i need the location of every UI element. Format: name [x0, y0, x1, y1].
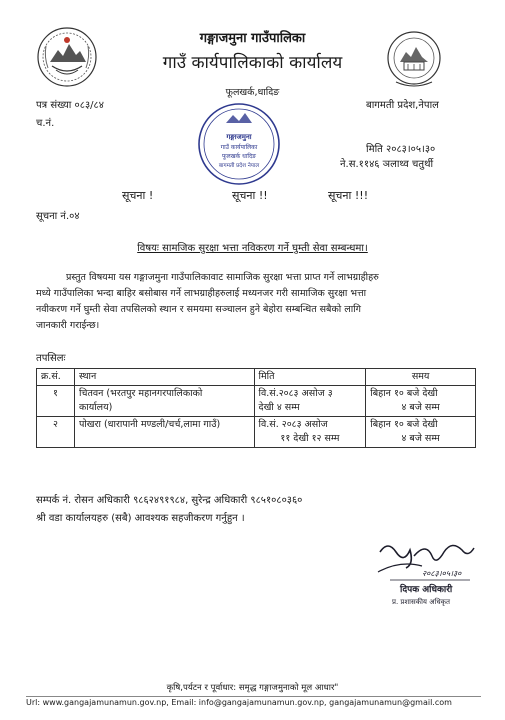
- cell-place-line1: चितवन (भरतपुर महानगरपालिकाको: [78, 388, 203, 399]
- cell-place-line1: पोखरा (धारापानी मण्डली/चर्च,लामा गाउँ): [78, 419, 221, 430]
- letter-date: मिति २०८३।०५।३०: [366, 144, 436, 155]
- letter-number: पत्र संख्या ०८३/८४: [36, 100, 104, 111]
- office-title-line2: गाउँ कार्यपालिकाको कार्यालय: [162, 53, 343, 73]
- col-header-time: समय: [366, 369, 476, 386]
- footer-slogan: कृषि,पर्यटन र पूर्वाधार: समृद्ध गङ्गाजमुनाको मूल आधार": [166, 683, 339, 693]
- dispatch-number: च.नं.: [36, 118, 55, 129]
- office-stamp-icon: [196, 101, 282, 187]
- notice-subject: विषयः सामजिक सुरक्षा भत्ता नविकरण गर्ने घुम्ती सेवा सम्बन्धमा।: [137, 243, 368, 254]
- notice-header-3: सूचना !!!: [328, 189, 369, 202]
- signature-block: [370, 538, 480, 610]
- cell-time: [366, 417, 476, 448]
- cell-sn: १: [37, 386, 75, 417]
- body-line-1: प्रस्तुत विषयमा यस गङ्गाजमुना गाउँपालिकावाट सामाजिक सुरक्षा भत्ता प्राप्त गर्ने लाभग्राहीहरु: [66, 272, 379, 283]
- cell-time-line2: ४ बजे सम्म: [401, 433, 440, 444]
- body-line-4: जानकारी गराईन्छ।: [36, 320, 100, 331]
- cell-time-line1: बिहान १० बजे देखी: [370, 388, 438, 399]
- cell-time-line1: बिहान १० बजे देखी: [370, 419, 438, 430]
- cell-place: [74, 386, 254, 417]
- cell-date-line1: वि.सं. २०८३ असोज: [258, 419, 328, 430]
- notice-header-2: सूचना !!: [232, 189, 268, 202]
- details-label: तपसिलः: [36, 353, 66, 364]
- cell-date-line2: देखी ४ सम्म: [258, 402, 300, 413]
- cell-place-line2: कार्यालय): [78, 402, 113, 413]
- notice-number: सूचना नं.०४: [36, 211, 80, 222]
- nepal-sambat-date: ने.स.११४६ ञलाथ्व चतुर्थी: [340, 159, 434, 170]
- office-title-line1: गङ्गाजमुना गाउँपालिका: [199, 31, 306, 46]
- cell-time: [366, 386, 476, 417]
- table-row: [37, 386, 476, 417]
- signature-scrawl-icon: [370, 538, 480, 610]
- svg-text:फूलखर्क धादिङ: फूलखर्क धादिङ: [222, 153, 256, 160]
- col-header-sn: क्र.सं.: [37, 369, 75, 386]
- ward-instruction-line: श्री वडा कार्यालयहरु (सबै) आवश्यक सहजीकरण गर्नुहुन ।: [36, 513, 245, 524]
- body-line-2: मध्ये गाउँपालिका भन्दा बाहिर बसोबास गर्ने लाभग्राहीहरुलाई मध्यनजर गरी सामाजिक सुरक्षा भत्ता: [36, 288, 367, 299]
- col-header-place: स्थान: [74, 369, 254, 386]
- cell-date: [254, 417, 366, 448]
- svg-text:बागमती प्रदेश नेपाल: बागमती प्रदेश नेपाल: [218, 163, 260, 169]
- province-label: बागमती प्रदेश,नेपाल: [366, 100, 439, 111]
- svg-text:गङ्गाजमुना: गङ्गाजमुना: [226, 133, 252, 141]
- cell-date-line2: ११ देखी १२ सम्म: [280, 433, 340, 444]
- contact-line: सम्पर्क नं. रोसन अधिकारी ९८६२४९१९८४, सुरेन्द्र अधिकारी ९८५१०८०३६०: [36, 495, 303, 506]
- cell-place: [74, 417, 254, 448]
- table-header-row: [37, 369, 476, 386]
- table-row: [37, 417, 476, 448]
- cell-date: [254, 386, 366, 417]
- notice-header-1: सूचना !: [122, 189, 154, 202]
- col-header-date: मिति: [254, 369, 366, 386]
- schedule-table: [36, 368, 476, 448]
- svg-text:प्र. प्रशासकीय अधिकृत: प्र. प्रशासकीय अधिकृत: [392, 598, 451, 606]
- footer-contact: Url: www.gangajamunamun.gov.np, Email: info@gangajamunamun.gov.np, gangajamunamun@gmail.com: [26, 698, 452, 707]
- svg-text:दिपक अधिकारी: दिपक अधिकारी: [400, 585, 453, 595]
- svg-text:२०८३।०५।३०: २०८३।०५।३०: [422, 569, 462, 578]
- body-line-3: नवीकरण गर्ने घुम्ती सेवा तपसिलको स्थान र समयमा सञ्चालन हुने बेहोरा सम्बन्धित सबैको लागि: [36, 304, 361, 315]
- office-address: फूलखर्क,धादिङ: [225, 87, 280, 98]
- svg-text:गाउँ कार्यपालिका: गाउँ कार्यपालिका: [220, 144, 258, 151]
- cell-sn: २: [37, 417, 75, 448]
- footer-divider: [26, 696, 481, 697]
- cell-time-line2: ४ बजे सम्म: [401, 402, 440, 413]
- cell-date-line1: वि.सं.२०८३ असोज ३: [258, 388, 333, 399]
